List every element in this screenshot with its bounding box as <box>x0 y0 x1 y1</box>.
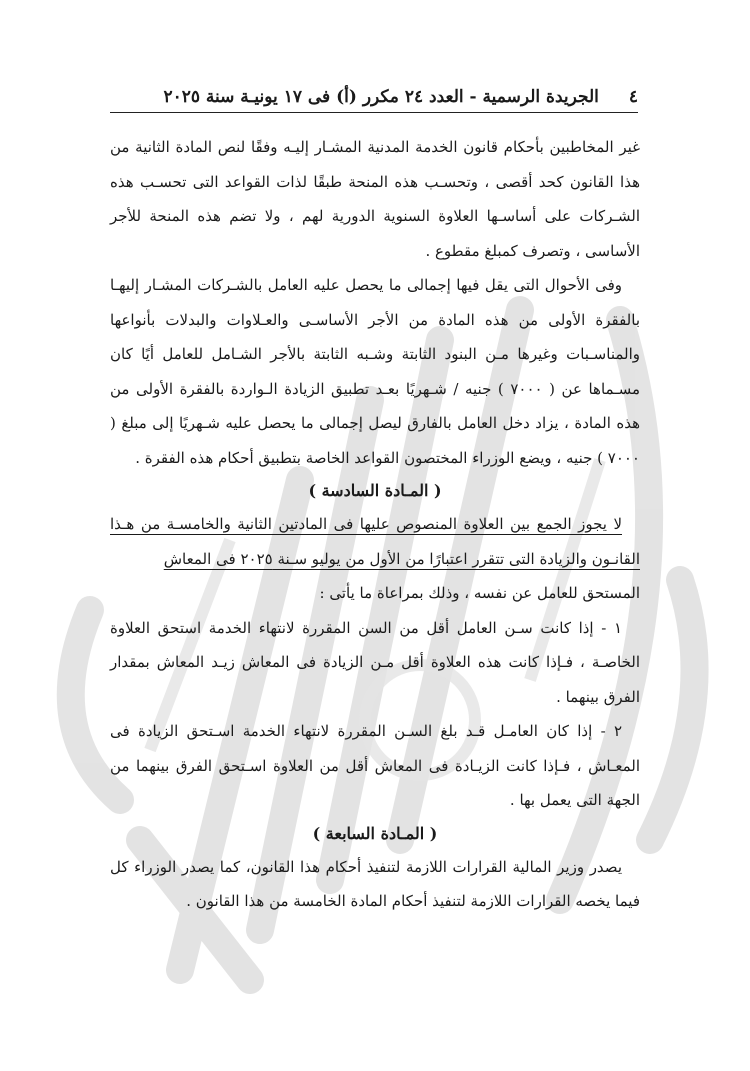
article-6-intro: لا يجوز الجمع بين العلاوة المنصوص عليها فى المادتين الثانية والخامسـة من هـذا القانـون والزيادة التى تتقرر اعتبارًا من الأول من يوليو سـنة ٢٠٢٥ فى المعاش <box>110 515 640 568</box>
body-text <box>110 130 640 919</box>
article-7-heading: ( المـادة السابعة ) <box>312 823 438 843</box>
article-6-item-1: ١ - إذا كانت سـن العامل أقل من السن المقررة لانتهاء الخدمة استحق العلاوة الخاصـة ، فـإذا كانت هذه العلاوة أقل مـن الزيادة فى المعاش زيـد المعاش بمقدار الفرق بينهما . <box>110 618 640 706</box>
page-header <box>110 82 638 113</box>
article-7-text: يصدر وزير المالية القرارات اللازمة لتنفيذ أحكام هذا القانون، كما يصدر الوزراء كل فيما يخصه القرارات اللازمة لتنفيذ أحكام المادة الخامسة من هذا القانون . <box>110 857 640 910</box>
page-number: ٤ <box>628 87 638 107</box>
paragraph-1: غير المخاطبين بأحكام قانون الخدمة المدنية المشـار إليـه وفقًا لنص المادة الثانية من هذا القانون كحد أقصى ، وتحسـب هذه المنحة طبقًا لذات القواعد التى تحسـب هذه الشـركات على أساسـها العلاوة السنوية الدورية لهم ، ولا تضم هذه المنحة للأجر الأساسى ، وتصرف كمبلغ مقطوع . <box>110 138 640 260</box>
paragraph-2: وفى الأحوال التى يقل فيها إجمالى ما يحصل عليه العامل بالشـركات المشـار إليهـا بالفقرة الأولى من هذه المادة من الأجر الأساسـى والعـلاوات والبدلات بأنواعها والمناسـبات وغيرها مـن البنود الثابتة وشـبه الثابتة بالأجر الشـامل للعامل أيًا كان مسـماها عن ( ٧٠٠٠ ) جنيه / شـهريًا بعـد تطبيق الزيادة الـواردة بالفقرة الأولى من هذه المادة ، يزاد دخل العامل بالفارق ليصل إجمالى ما يحصل عليه شـهريًا إلى مبلغ ( ٧٠٠٠ ) جنيه ، ويضع الوزراء المختصون القواعد الخاصة بتطبيق أحكام هذه الفقرة . <box>110 276 641 467</box>
article-6-intro-cont: المستحق للعامل عن نفسه ، وذلك بمراعاة ما يأتى : <box>319 584 640 602</box>
gazette-title: الجريدة الرسمية - العدد ٢٤ مكرر (أ) فى ١٧ يونيـة سنة ٢٠٢٥ <box>163 87 599 107</box>
article-6-heading: ( المـادة السادسة ) <box>308 481 442 500</box>
article-6-item-2: ٢ - إذا كان العامـل قـد بلغ السـن المقررة لانتهاء الخدمة اسـتحق الزيادة فى المعـاش ، فـإذا كانت الزيـادة فى المعاش أقل من العلاوة اسـتحق الفرق بينهما من الجهة التى يعمل بها . <box>110 722 640 809</box>
